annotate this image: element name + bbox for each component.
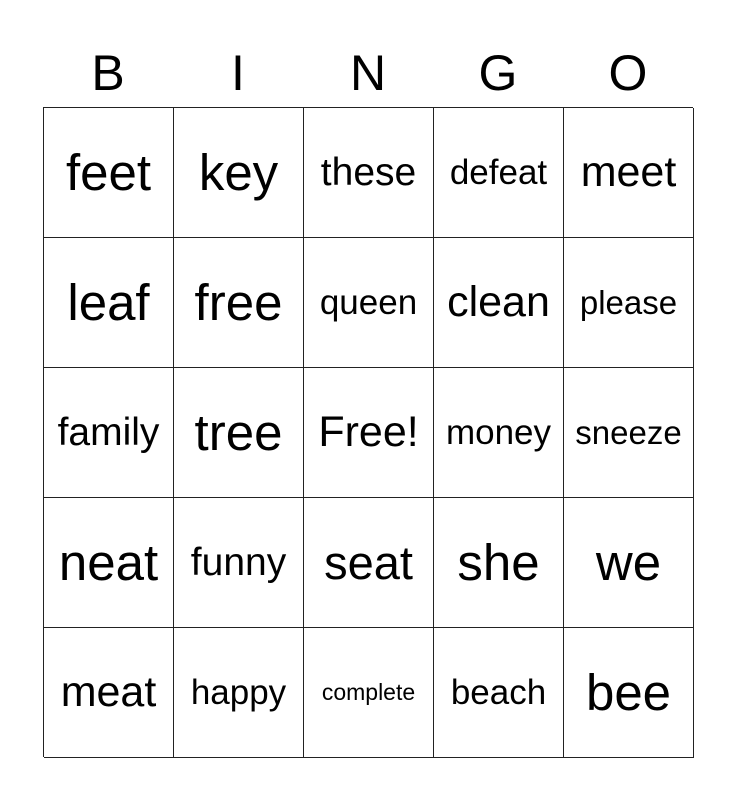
bingo-cell[interactable]: defeat [434, 108, 564, 238]
header-letter-n: N [349, 45, 387, 101]
bingo-cell[interactable]: meat [44, 628, 174, 758]
header-letter-i: I [231, 45, 245, 101]
bingo-cell[interactable]: leaf [44, 238, 174, 368]
bingo-cell[interactable]: sneeze [564, 368, 694, 498]
header-letter-o: O [608, 45, 648, 101]
bingo-cell[interactable]: free [174, 238, 304, 368]
bingo-cell[interactable]: family [44, 368, 174, 498]
bingo-cell[interactable]: queen [304, 238, 434, 368]
bingo-cell[interactable]: funny [174, 498, 304, 628]
bingo-cell[interactable]: money [434, 368, 564, 498]
bingo-cell[interactable]: we [564, 498, 694, 628]
bingo-cell[interactable]: she [434, 498, 564, 628]
bingo-cell[interactable]: happy [174, 628, 304, 758]
bingo-cell[interactable]: please [564, 238, 694, 368]
bingo-cell[interactable]: bee [564, 628, 694, 758]
bingo-cell[interactable]: clean [434, 238, 564, 368]
bingo-cell[interactable]: meet [564, 108, 694, 238]
bingo-cell[interactable]: seat [304, 498, 434, 628]
bingo-header [43, 40, 693, 108]
bingo-cell[interactable]: feet [44, 108, 174, 238]
bingo-cell[interactable]: tree [174, 368, 304, 498]
header-letter-g: G [478, 45, 518, 101]
bingo-board [43, 107, 693, 757]
bingo-cell[interactable]: these [304, 108, 434, 238]
bingo-cell-free-space[interactable]: Free! [304, 368, 434, 498]
bingo-cell[interactable]: neat [44, 498, 174, 628]
bingo-cell[interactable]: complete [304, 628, 434, 758]
bingo-cell[interactable]: beach [434, 628, 564, 758]
header-letter-b: B [91, 45, 125, 101]
bingo-cell[interactable]: key [174, 108, 304, 238]
